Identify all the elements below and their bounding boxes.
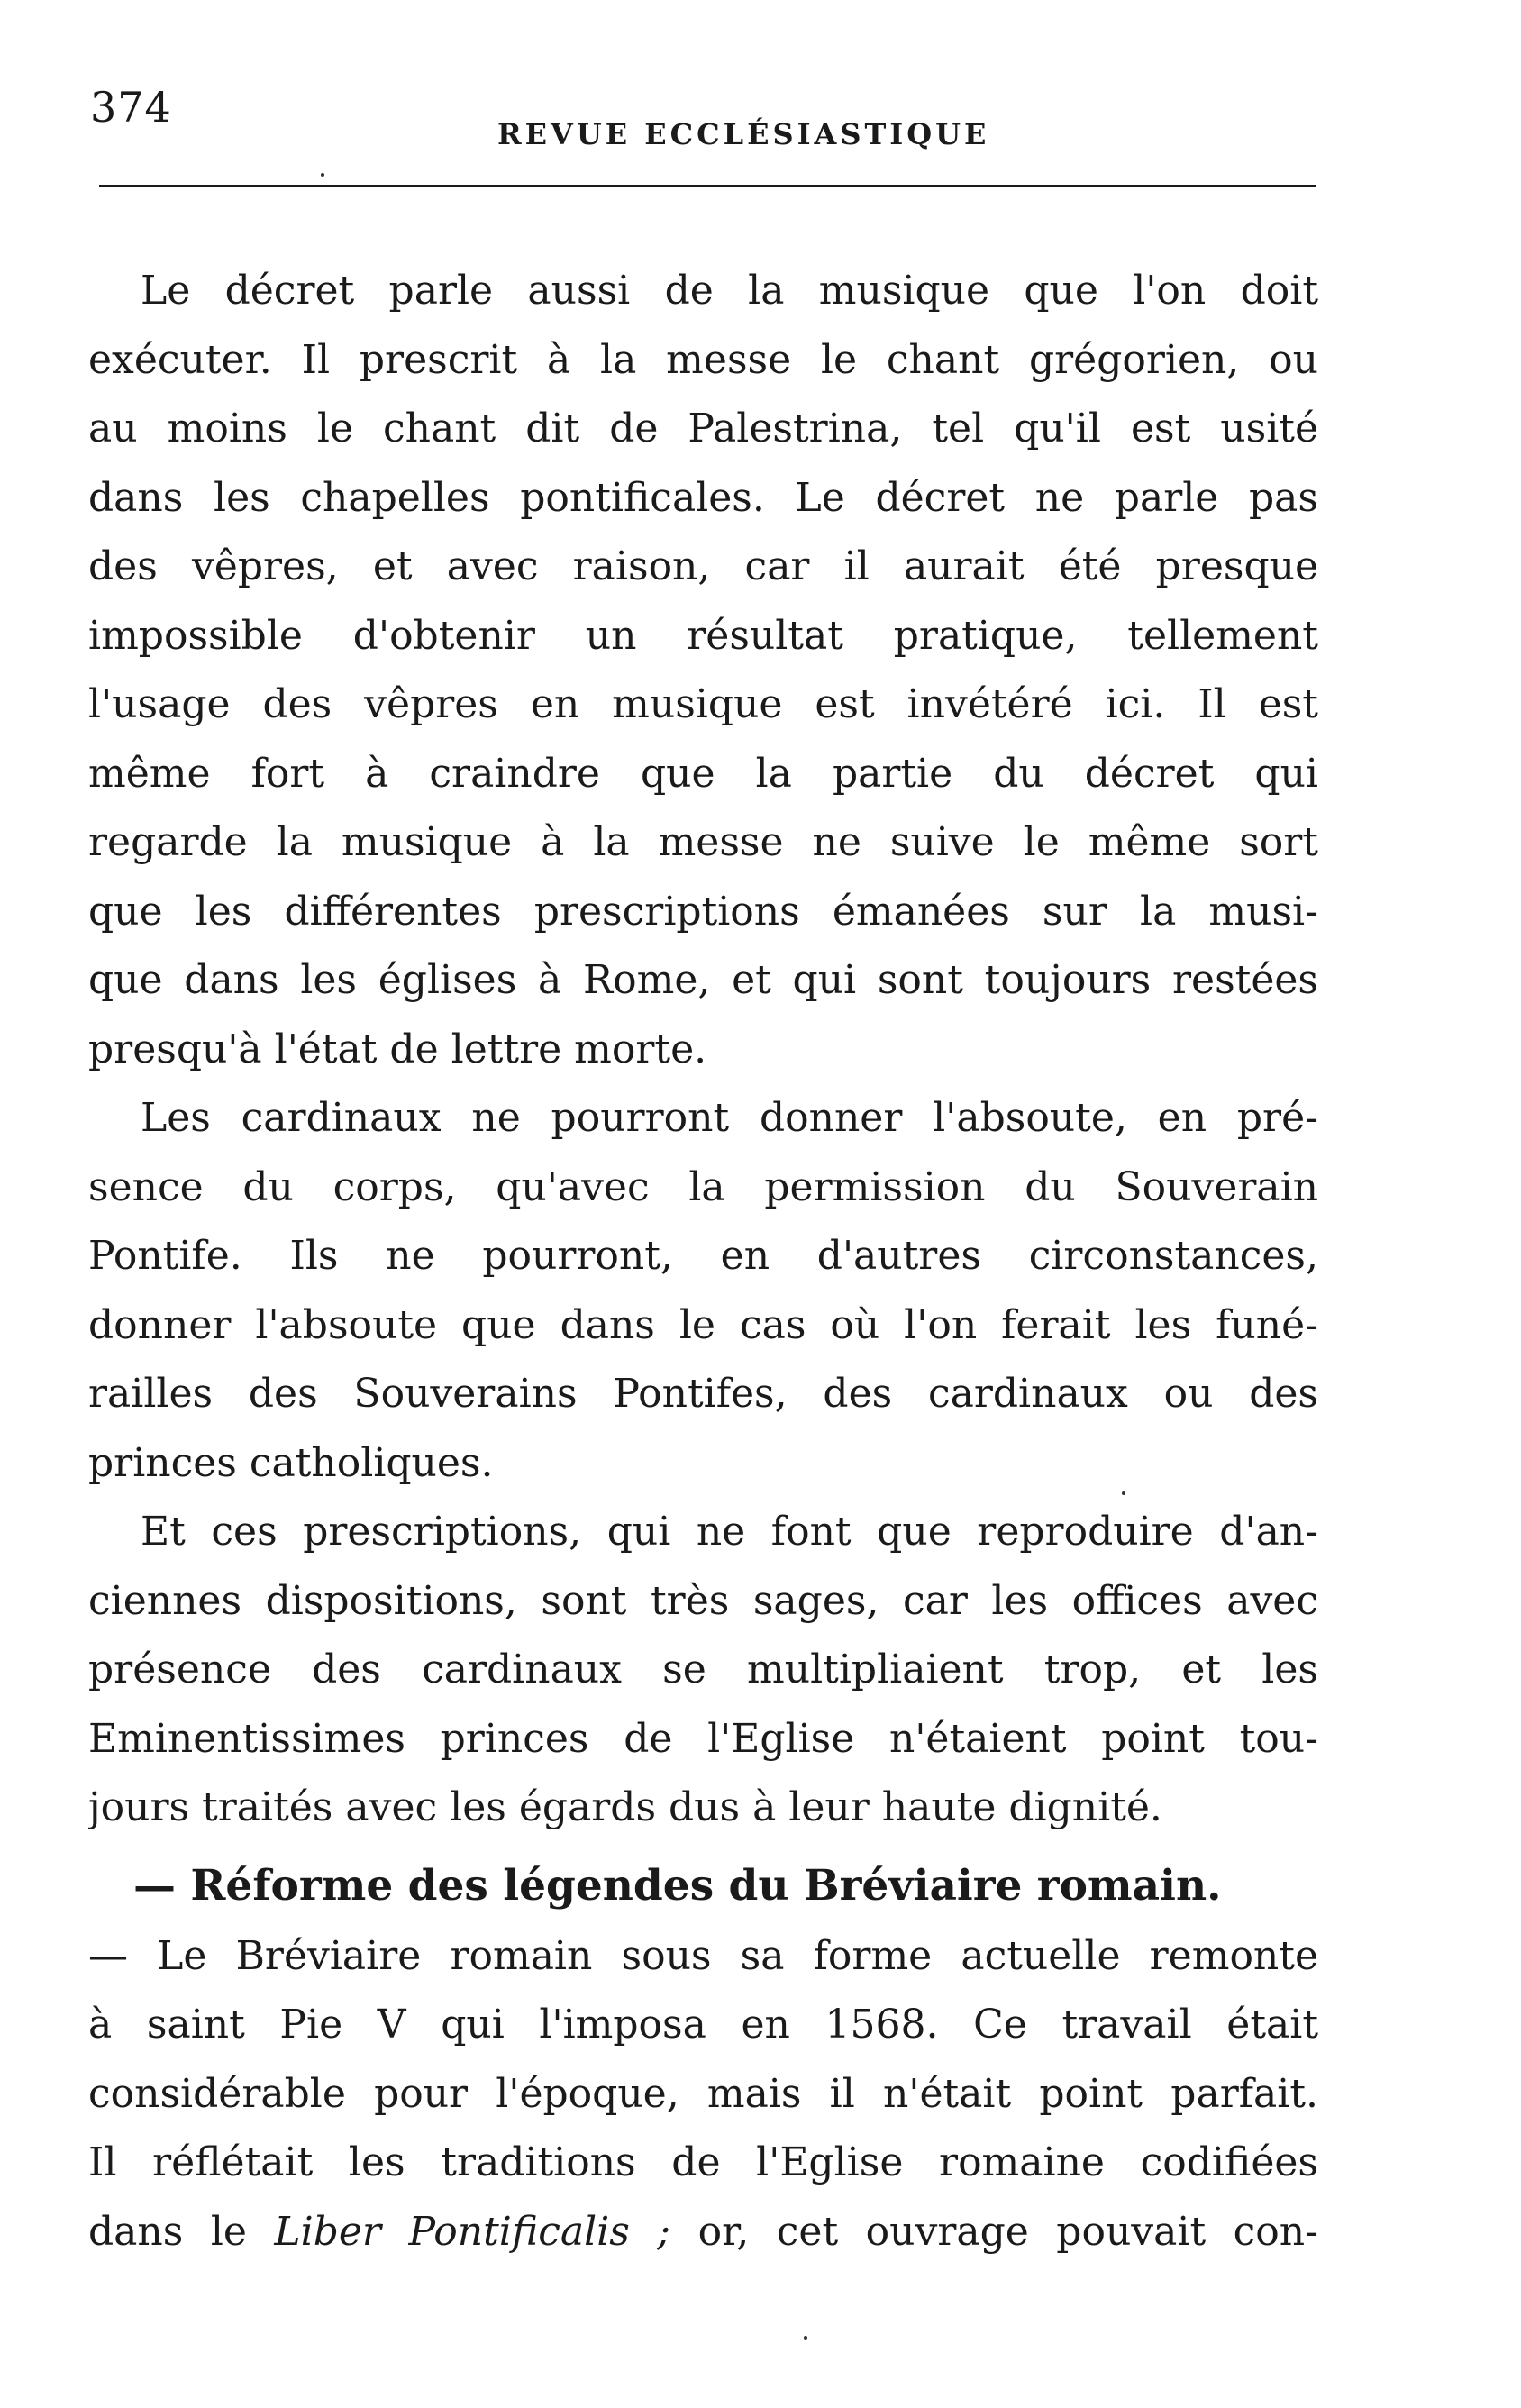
text-line: — Le Bréviaire romain sous sa forme actuelle remonte [88, 1932, 1318, 1979]
text-line: que dans les églises à Rome, et qui sont toujours restées [88, 957, 1318, 1003]
text-run: dans le [88, 2208, 275, 2255]
paragraph-3 [88, 1498, 1318, 1843]
text-line: railles des Souverains Pontifes, des cardinaux ou des [88, 1371, 1318, 1417]
text-line: considérable pour l'époque, mais il n'était point parfait. [88, 2070, 1318, 2117]
header-rule [99, 185, 1316, 187]
scan-speck [1122, 1491, 1125, 1495]
scan-speck [321, 173, 324, 177]
text-line: Les cardinaux ne pourront donner l'absoute, en pré- [141, 1095, 1318, 1141]
text-line: que les différentes prescriptions émanées sur la musi- [88, 888, 1318, 935]
text-line: présence des cardinaux se multipliaient trop, et les [88, 1646, 1318, 1692]
paragraph-2 [88, 1084, 1318, 1498]
text-line: Eminentissimes princes de l'Eglise n'étaient point tou- [88, 1715, 1318, 1762]
section-heading: — Réforme des légendes du Bréviaire romain. [133, 1860, 1222, 1911]
body-text [88, 257, 1318, 2267]
text-line: donner l'absoute que dans le cas où l'on ferait les funé- [88, 1301, 1318, 1348]
text-line: sence du corps, qu'avec la permission du Souverain [88, 1163, 1318, 1210]
journal-title: REVUE ECCLÉSIASTIQUE [497, 117, 990, 151]
text-line: regarde la musique à la messe ne suive le même sort [88, 819, 1318, 865]
text-line: presqu'à l'état de lettre morte. [88, 1026, 707, 1072]
text-line: Pontife. Ils ne pourront, en d'autres circonstances, [88, 1233, 1318, 1279]
italic-title: Liber Pontificalis ; [274, 2208, 671, 2255]
text-line: l'usage des vêpres en musique est invétéré ici. Il est [88, 681, 1318, 727]
text-line: des vêpres, et avec raison, car il aurait été presque [88, 543, 1318, 589]
paragraph-1 [88, 257, 1318, 1084]
text-line: à saint Pie V qui l'imposa en 1568. Ce travail était [88, 2002, 1318, 2048]
text-line: jours traités avec les égards dus à leur haute dignité. [88, 1784, 1162, 1830]
text-line: Le décret parle aussi de la musique que l'on doit [141, 268, 1318, 314]
text-line [88, 2198, 1318, 2267]
text-line: Et ces prescriptions, qui ne font que reproduire d'an- [141, 1509, 1318, 1555]
paragraph-4 [88, 1922, 1318, 2267]
text-line: impossible d'obtenir un résultat pratique, tellement [88, 612, 1318, 659]
text-line: Il réflétait les traditions de l'Eglise romaine codifiées [88, 2139, 1318, 2185]
text-line: même fort à craindre que la partie du décret qui [88, 750, 1318, 797]
text-line: princes catholiques. [88, 1439, 494, 1486]
text-line: exécuter. Il prescrit à la messe le chant grégorien, ou [88, 336, 1318, 383]
text-line: dans les chapelles pontificales. Le décret ne parle pas [88, 474, 1318, 521]
text-line: ciennes dispositions, sont très sages, car les offices avec [88, 1577, 1318, 1624]
text-run: or, cet ouvrage pouvait con- [670, 2208, 1318, 2255]
running-head [90, 83, 1316, 151]
text-line: au moins le chant dit de Palestrina, tel qu'il est usité [88, 406, 1318, 452]
scan-speck [804, 2336, 807, 2340]
page-number: 374 [90, 83, 172, 132]
